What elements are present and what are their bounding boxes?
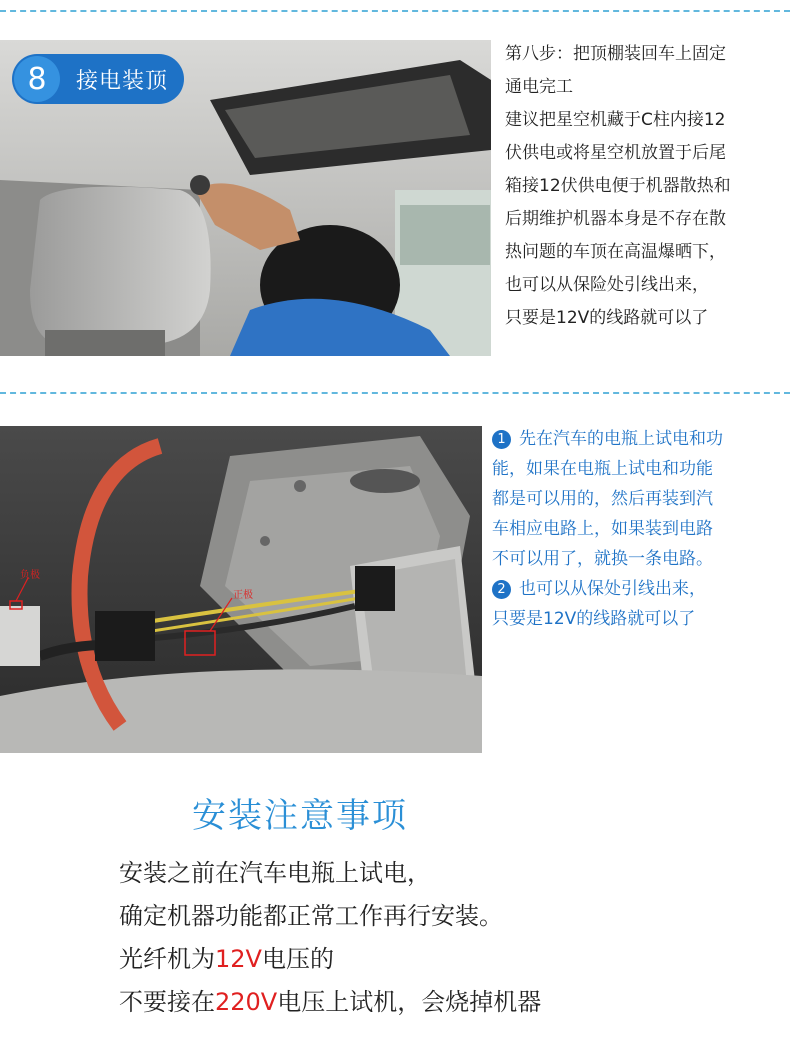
instruction-line: 1 先在汽车的电瓶上试电和功 xyxy=(492,424,782,454)
note-line: 安装之前在汽车电瓶上试电， xyxy=(119,859,431,887)
notes-title: 安装注意事项 xyxy=(192,796,408,836)
description-line: 建议把星空机藏于C柱内接12 xyxy=(505,110,726,130)
voltage-12v-highlight: 12V xyxy=(215,945,262,973)
step-number: 8 xyxy=(14,56,60,102)
instruction-line: 能，如果在电瓶上试电和功能 xyxy=(492,459,713,479)
step-description xyxy=(505,38,787,335)
step-2-number: 2 xyxy=(492,580,511,599)
positive-terminal-label: 正极 xyxy=(233,590,253,601)
negative-terminal-label: 负极 xyxy=(20,570,40,581)
note-line: 光纤机为12V电压的 xyxy=(119,945,334,973)
instruction-line: 只要是12V的线路就可以了 xyxy=(492,609,696,629)
instruction-line: 2 也可以从保处引线出来， xyxy=(492,574,782,604)
top-dashed-divider xyxy=(0,10,790,12)
note-line: 不要接在220V电压上试机，会烧掉机器 xyxy=(119,988,542,1016)
step-1-number: 1 xyxy=(492,430,511,449)
middle-dashed-divider xyxy=(0,392,790,394)
step-badge xyxy=(12,54,184,104)
description-line: 只要是12V的线路就可以了 xyxy=(505,308,709,328)
description-line: 箱接12伏供电便于机器散热和 xyxy=(505,176,731,196)
wiring-instructions xyxy=(492,424,782,634)
instruction-line: 都是可以用的，然后再装到汽 xyxy=(492,489,713,509)
description-line: 后期维护机器本身是不存在散 xyxy=(505,209,726,229)
instruction-line: 车相应电路上，如果装到电路 xyxy=(492,519,713,539)
wiring-photo xyxy=(0,426,482,753)
description-line: 也可以从保险处引线出来， xyxy=(505,275,709,295)
description-line: 第八步：把顶棚装回车上固定 xyxy=(505,44,726,64)
voltage-220v-highlight: 220V xyxy=(215,988,278,1016)
description-line: 伏供电或将星空机放置于后尾 xyxy=(505,143,726,163)
description-line: 通电完工 xyxy=(505,77,573,97)
description-line: 热问题的车顶在高温爆晒下， xyxy=(505,242,726,262)
installation-notes xyxy=(119,852,541,1024)
note-line: 确定机器功能都正常工作再行安装。 xyxy=(119,902,503,930)
step-title: 接电装顶 xyxy=(76,68,169,94)
instruction-line: 不可以用了，就换一条电路。 xyxy=(492,549,713,569)
